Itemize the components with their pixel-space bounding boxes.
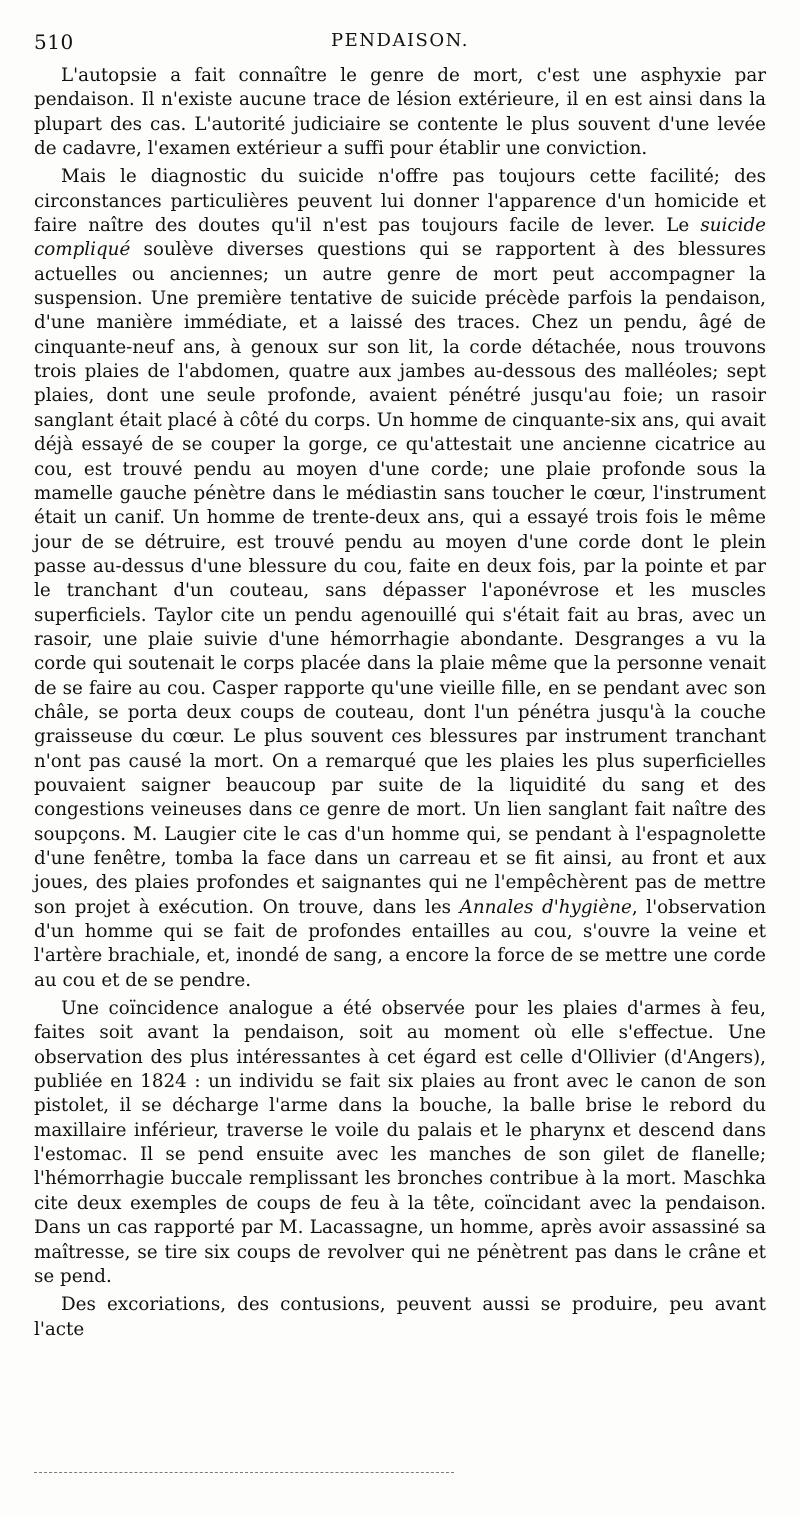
paragraph-suicide-complique: [34, 165, 766, 993]
italic-term: suicide compliqué: [34, 215, 766, 261]
text-segment: soulève diverses questions qui se rapportent à des blessures actuelles ou anciennes; un autre genre de mort peut accompagner la suspension. Une première tentative de suicide précède parfois la pendaison, d'une manière immédiate, et a laissé des traces. Chez un pendu, âgé de cinquante-neuf ans, à genoux sur son lit, la corde détachée, nous trouvons trois plaies de l'abdomen, quatre aux jambes au-dessous des malléoles; sept plaies, dont une seule profonde, avaient pénétré jusqu'au foie; un rasoir sanglant était placé à côté du corps. Un homme de cinquante-six ans, qui avait déjà essayé de se couper la gorge, ce qu'attestait une ancienne cicatrice au cou, est trouvé pendu au moyen d'une corde; une plaie profonde sous la mamelle gauche pénètre dans le médiastin sans toucher le cœur, l'instrument était un canif. Un homme de trente-deux ans, qui a essayé trois fois le même jour de se détruire, est trouvé pendu au moyen d'une corde dont le plein passe au-dessus d'une blessure du cou, faite en deux fois, par la pointe et par le tranchant d'un couteau, sans dépasser l'aponévrose et les muscles superficiels. Taylor cite un pendu agenouillé qui s'était fait au bras, avec un rasoir, une plaie suivie d'une hémorrhagie abondante. Desgranges a vu la corde qui soutenait le corps placée dans la plaie même que la personne venait de se faire au cou. Casper rapporte qu'une vieille fille, en se pendant avec son châle, se porta deux coups de couteau, dont l'un pénétra jusqu'à la couche graisseuse du cœur. Le plus souvent ces blessures par instrument tranchant n'ont pas causé la mort. On a remarqué que les plaies les plus superficielles pouvaient saigner beaucoup par suite de la liquidité du sang et des congestions veineuses dans ce genre de mort. Un lien sanglant fait naître des soupçons. M. Laugier cite le cas d'un homme qui, se pendant à l'espagnolette d'une fenêtre, tomba la face dans un carreau et se fit ainsi, au front et aux joues, des plaies profondes et saignantes qui ne l'empêchèrent pas de mettre son projet à exécution. On trouve, dans les: [34, 239, 766, 918]
body-text: [34, 64, 766, 1342]
text-segment: , l'observation d'un homme qui se fait de profondes entailles au cou, s'ouvre la veine et l'artère brachiale, et, inondé de sang, a encore la force de se mettre une corde au cou et de se pendre.: [34, 896, 766, 991]
text-segment: Des excoriations, des contusions, peuvent aussi se produire, peu avant l'acte: [34, 1294, 766, 1340]
text-segment: Une coïncidence analogue a été observée pour les plaies d'armes à feu, faites soit avant la pendaison, soit au moment où elle s'effectue. Une observation des plus intéressantes à cet égard est celle d'Ollivier (d'Angers), publiée en 1824 : un individu se fait six plaies au front avec le canon de son pistolet, il se décharge l'arme dans la bouche, la balle brise le rebord du maxillaire inférieur, traverse le voile du palais et le pharynx et descend dans l'estomac. Il se pend ensuite avec les manches de son gilet de flanelle; l'hémorrhagie buccale remplissant les bronches contribue à la mort. Maschka cite deux exemples de coups de feu à la tête, coïncidant avec la pendaison. Dans un cas rapporté par M. Lacassagne, un homme, après avoir assassiné sa maîtresse, se tire six coups de revolver qui ne pénètrent pas dans le crâne et se pend.: [34, 998, 766, 1287]
running-head: PENDAISON.: [331, 30, 469, 51]
text-segment: Mais le diagnostic du suicide n'offre pas toujours cette facilité; des circonstances particulières peuvent lui donner l'apparence d'un homicide et faire naître des doutes qu'il n'est pas toujours facile de lever. Le: [34, 166, 766, 237]
italic-citation: Annales d'hygiène: [459, 896, 632, 918]
page-number: 510: [34, 30, 74, 54]
footer-dashed-rule: [34, 1472, 454, 1473]
page-header: [34, 30, 766, 60]
paragraph-armes-a-feu: [34, 997, 766, 1289]
paragraph-excoriations: [34, 1293, 766, 1342]
text-segment: L'autopsie a fait connaître le genre de mort, c'est une asphyxie par pendaison. Il n'existe aucune trace de lésion extérieure, il en est ainsi dans la plupart des cas. L'autorité judiciaire se contente le plus souvent d'une levée de cadavre, l'examen extérieur a suffi pour établir une conviction.: [34, 65, 766, 160]
paragraph-autopsie: [34, 64, 766, 161]
